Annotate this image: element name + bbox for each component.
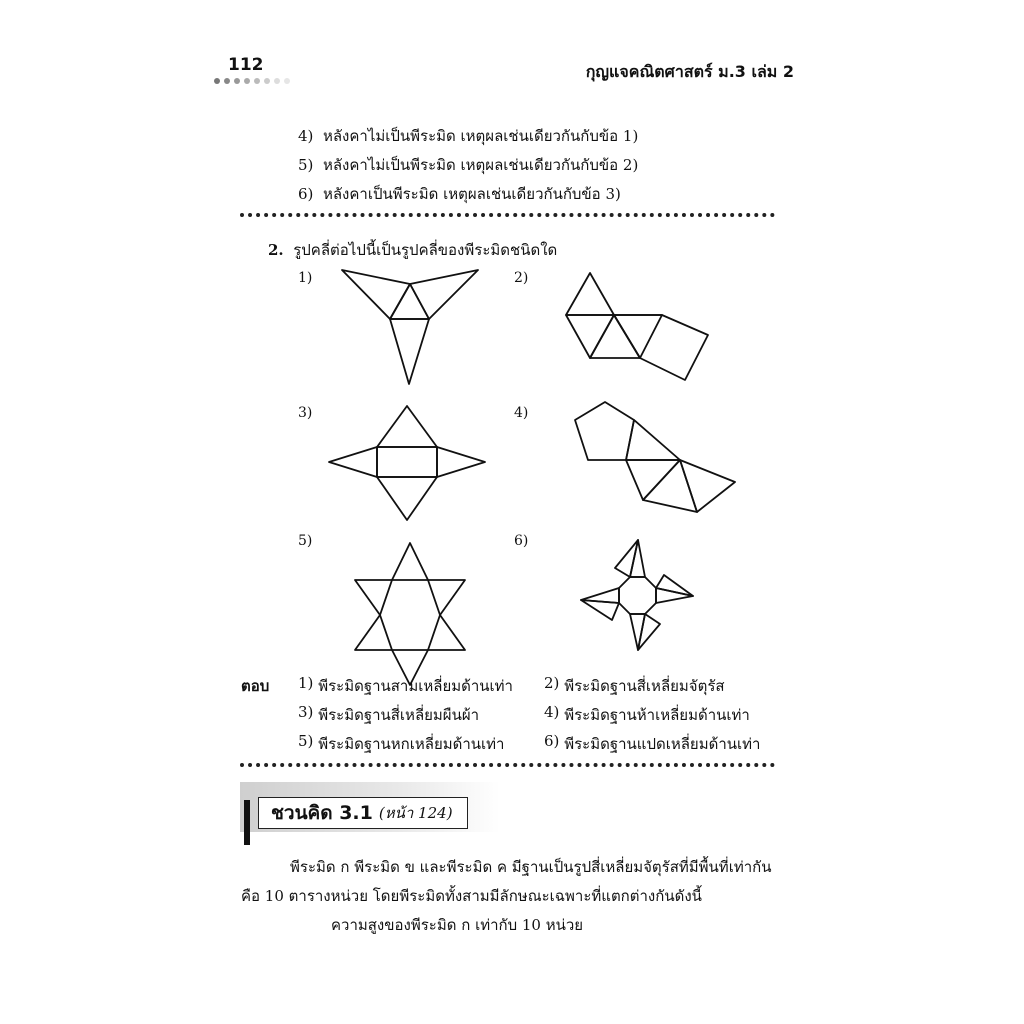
paragraph-line-3: ความสูงของพีระมิด ก เท่ากับ 10 หน่วย [331, 916, 584, 934]
book-title: กุญแจคณิตศาสตร์ ม.3 เล่ม 2 [585, 62, 794, 81]
answer-num: 6) [544, 732, 560, 750]
answer-num: 2) [544, 674, 560, 692]
section-title: ชวนคิด 3.1 [271, 802, 373, 824]
previous-answer-num: 4) [298, 127, 314, 145]
net-square-pyramid [566, 273, 708, 380]
answer-num: 1) [298, 674, 314, 692]
net-2-base [614, 315, 708, 380]
answer-item-3 [298, 703, 479, 727]
net-4-base [575, 402, 634, 460]
net-pentagonal-pyramid [575, 402, 735, 512]
net-rectangular-pyramid [329, 406, 485, 520]
answer-text: พีระมิดฐานหกเหลี่ยมด้านเท่า [318, 735, 505, 753]
answer-text: พีระมิดฐานสี่เหลี่ยมจัตุรัส [564, 677, 725, 695]
answer-text: พีระมิดฐานห้าเหลี่ยมด้านเท่า [564, 706, 750, 724]
answer-item-4 [544, 703, 750, 727]
answer-text: พีระมิดฐานสามเหลี่ยมด้านเท่า [318, 677, 513, 695]
net-triangular-pyramid [342, 270, 478, 384]
figure-label-4: 4) [514, 405, 529, 421]
figure-label-3: 3) [298, 405, 313, 421]
figure-label-1: 1) [298, 270, 313, 286]
net-6-base [619, 577, 656, 614]
previous-answer-text: หลังคาไม่เป็นพีระมิด เหตุผลเช่นเดียวกันกับข้อ 2) [322, 156, 639, 174]
previous-answer-num: 5) [298, 156, 314, 174]
net-5-star [355, 543, 465, 685]
answer-text: พีระมิดฐานสี่เหลี่ยมผืนผ้า [318, 706, 480, 724]
figure-label-5: 5) [298, 533, 313, 549]
paragraph-line-1: พีระมิด ก พีระมิด ข และพีระมิด ค มีฐานเป็นรูปสี่เหลี่ยมจัตุรัสที่มีพื้นที่เท่ากัน [290, 858, 772, 876]
net-hexagonal-pyramid [355, 543, 465, 685]
dotted-divider [240, 763, 775, 767]
answer-item-5 [298, 732, 504, 756]
figure-label-6: 6) [514, 533, 529, 549]
net-3-base [377, 447, 437, 477]
answer-item-6 [544, 732, 760, 756]
previous-answer-num: 6) [298, 185, 314, 203]
net-octagonal-pyramid [581, 540, 693, 650]
section-page-ref: (หน้า 124) [378, 804, 453, 822]
section-banner-accent [244, 800, 250, 845]
figure-label-2: 2) [514, 270, 529, 286]
net-1-base [390, 284, 429, 319]
question-text: รูปคลี่ต่อไปนี้เป็นรูปคลี่ของพีระมิดชนิดใด [293, 241, 558, 259]
answer-item-1 [298, 674, 513, 698]
answer-item-2 [544, 674, 725, 698]
previous-answer-text: หลังคาไม่เป็นพีระมิด เหตุผลเช่นเดียวกันกับข้อ 1) [322, 127, 639, 145]
paragraph-line-2: คือ 10 ตารางหน่วย โดยพีระมิดทั้งสามมีลักษณะเฉพาะที่แตกต่างกันดังนี้ [241, 887, 702, 905]
answer-num: 3) [298, 703, 314, 721]
page-number: 112 [228, 55, 264, 75]
answer-num: 4) [544, 703, 560, 721]
question-number: 2. [268, 241, 284, 259]
previous-answer-text: หลังคาเป็นพีระมิด เหตุผลเช่นเดียวกันกับข้อ 3) [322, 185, 621, 203]
answer-text: พีระมิดฐานแปดเหลี่ยมด้านเท่า [564, 735, 761, 753]
answer-label: ตอบ [241, 677, 270, 695]
section-banner [258, 797, 468, 829]
answer-num: 5) [298, 732, 314, 750]
